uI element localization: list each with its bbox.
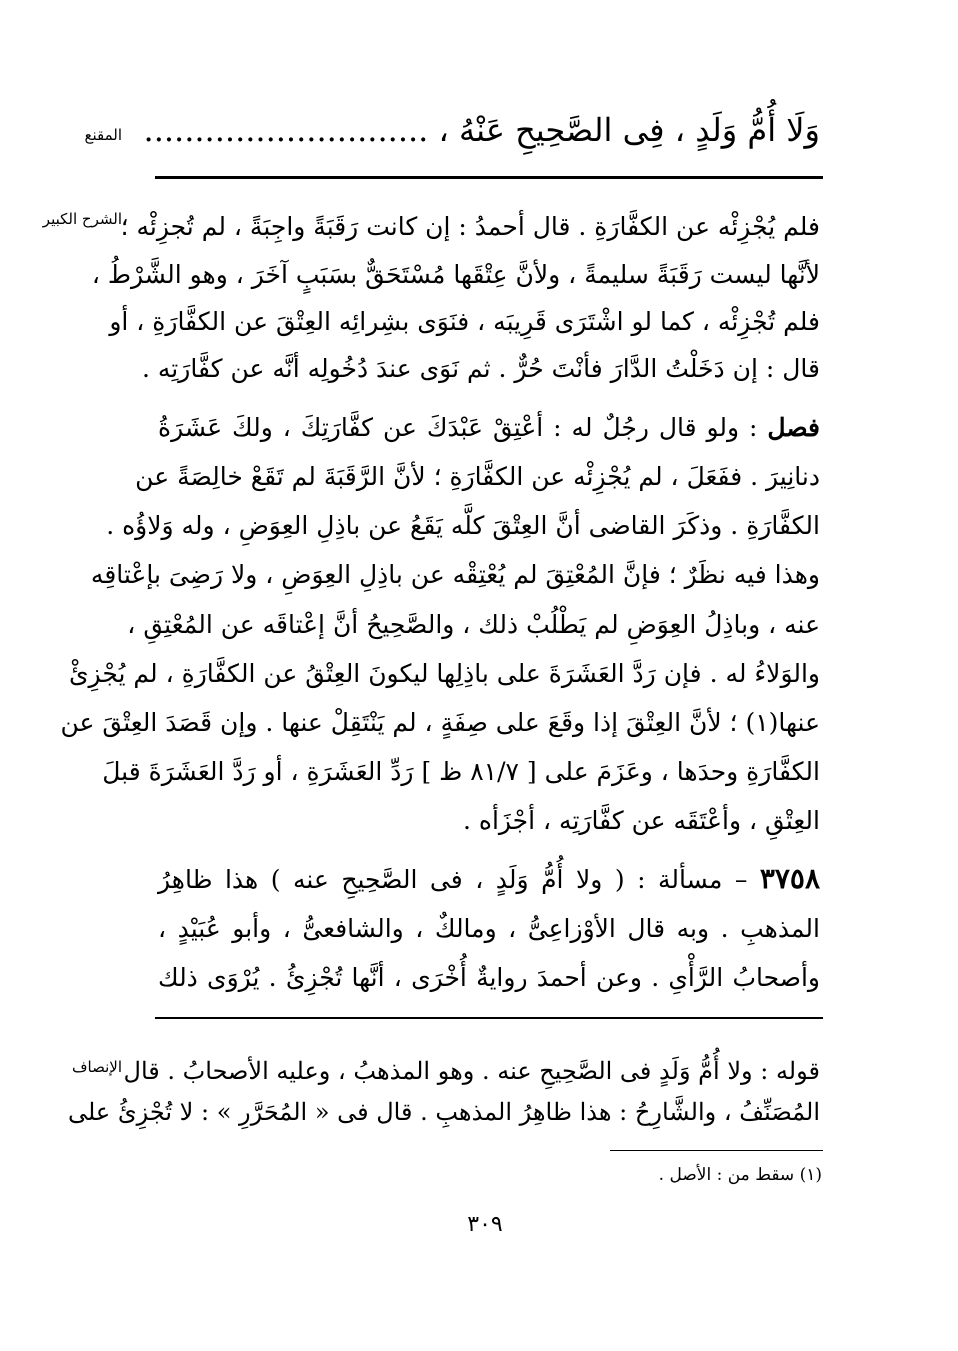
text-line: المُصَنِّفُ ، والشَّارِحُ : هذا ظاهِرُ المذهبِ . قال فى « المُحَرَّرِ » : لا تُجْزِئُ على	[67, 1098, 820, 1126]
header-divider	[155, 176, 823, 179]
text-line: الكفَّارَةِ . وذكَرَ القاضى أنَّ العِتْقَ كلَّه يَقَعُ عن باذِلِ العِوَضِ ، وله وَلاؤُه .	[106, 511, 820, 540]
side-label-sharh: الشرح الكبير	[42, 210, 122, 228]
text-line: قوله : ولا أُمُّ وَلَدٍ فى الصَّحِيحِ عنه . وهو المذهبُ ، وعليه الأصحابُ . قال	[123, 1057, 820, 1085]
text-line: والوَلاءُ له . فإن رَدَّ العَشَرَةَ على باذِلِها ليكونَ العِتْقُ عن الكفَّارَةِ ، لم يُجْزِئْ	[68, 659, 820, 688]
footnote-divider	[610, 1150, 823, 1151]
masala-first-line	[158, 864, 820, 895]
fasl-heading: فصل	[767, 413, 820, 442]
page-header-text: وَلَا أُمُّ وَلَدٍ ، فِى الصَّحِيحِ عَنْهُ ، ............................	[143, 111, 820, 149]
section-divider	[155, 1017, 823, 1019]
text-line: فلم تُجْزِئْه ، كما لو اشْتَرَى قَرِيبَه ، فنَوَى بشِرائِه العِتْقَ عن الكفَّارَةِ ، أو	[109, 307, 820, 336]
text-line: وأصحابُ الرَّأْىِ . وعن أحمدَ روايةٌ أُخْرَى ، أنَّها تُجْزِئُ . يُرْوَى ذلك	[158, 963, 820, 992]
text-line: العِتْقِ ، وأعْتَقَه عن كفَّارَتِه ، أجْزَأه .	[462, 806, 820, 835]
masala-number: ٣٧٥٨	[759, 862, 820, 895]
footnote: (١) سقط من : الأصل .	[658, 1165, 822, 1185]
text-line: قال : إن دَخَلْتُ الدَّارَ فأنْتَ حُرٌّ . ثم نَوَى عندَ دُخُولِه أنَّه عن كفَّارَتِه .	[142, 354, 820, 383]
fasl-first-line	[158, 413, 820, 443]
text-line: فلم يُجْزِئْه عن الكفَّارَةِ . قال أحمدُ : إن كانت رَقَبَةً واجِبَةً ، لم تُجزِئْه ؛	[120, 212, 820, 241]
text-line: وهذا فيه نظَرٌ ؛ فإنَّ المُعْتِقَ لم يُعْتِقْه عن باذِلِ العِوَضِ ، ولا رَضِىَ بإعْتاقِه	[90, 560, 820, 589]
text-line: المذهبِ . وبه قال الأوْزاعِىُّ ، ومالكٌ ، والشافعىُّ ، وأبو عُبَيْدٍ ،	[158, 914, 820, 943]
text-line: دنانِيرَ . ففَعَلَ ، لم يُجْزِئْه عن الكفَّارَةِ ؛ لأنَّ الرَّقَبَةَ لم تَقَعْ خالِصَةً عن	[135, 462, 820, 491]
text-line: لأنَّها ليست رَقَبَةً سليمةً ، ولأنَّ عِتْقَها مُسْتَحَقٌّ بسَبَبٍ آخَرَ ، وهو الشَّرْطُ ،	[91, 260, 820, 289]
page-number: ٣٠٩	[467, 1212, 503, 1237]
masala-first-text: – مسألة : ( ولا أُمُّ وَلَدٍ ، فى الصَّحِيحِ عنه ) هذا ظاهِرُ	[158, 865, 748, 894]
side-label-muqni: المقنع	[84, 126, 122, 144]
text-line: الكفَّارَةِ وحدَها ، وعَزَمَ على [ ٨١/٧ ظ ] رَدِّ العَشَرَةِ ، أو رَدَّ العَشَرَةَ قبلَ	[102, 757, 820, 786]
fasl-first-text: : ولو قال رجُلٌ له : أعْتِقْ عَبْدَكَ عن كفَّارَتِكَ ، ولكَ عَشَرَةُ	[158, 413, 758, 442]
text-line: عنها(١) ؛ لأنَّ العِتْقَ إذا وقَعَ على صِفَةٍ ، لم يَنْتَقِلْ عنها . وإن قَصَدَ العِتْقَ عن	[60, 708, 820, 737]
text-line: عنه ، وباذِلُ العِوَضِ لم يَطْلُبْ ذلك ، والصَّحِيحُ أنَّ إعْتاقَه عن المُعْتِقِ ،	[127, 610, 820, 639]
side-label-insaf: الإنصاف	[71, 1058, 122, 1076]
